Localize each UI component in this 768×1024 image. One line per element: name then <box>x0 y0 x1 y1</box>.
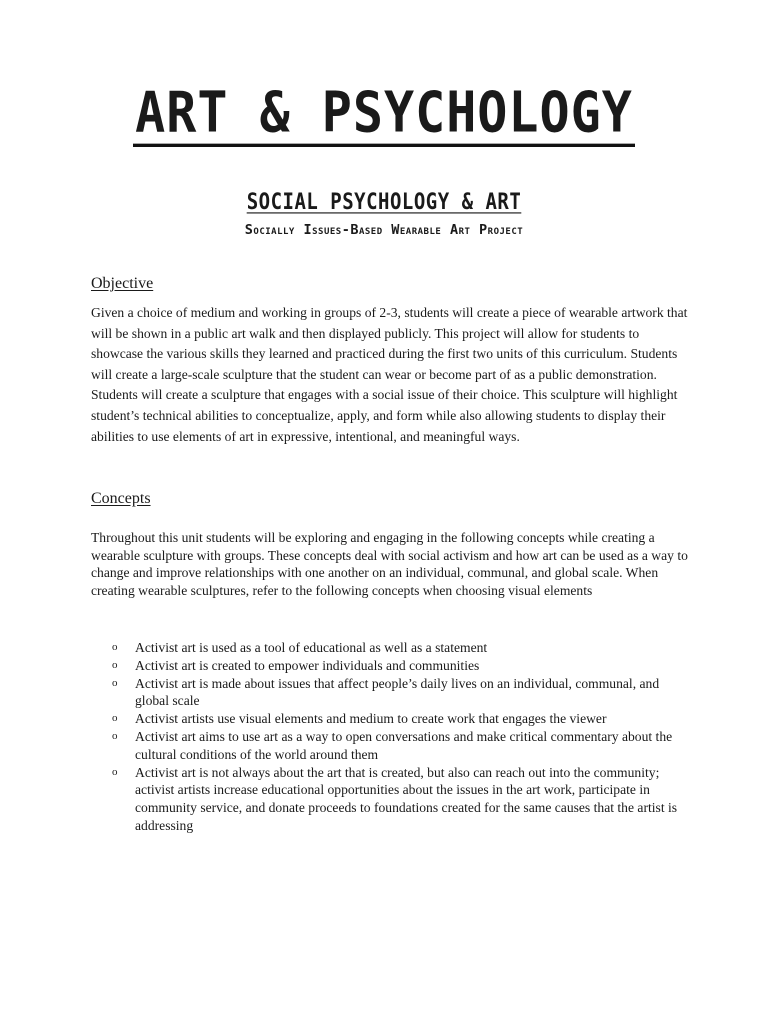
list-item <box>112 639 692 657</box>
document-title <box>0 79 768 147</box>
bullet-marker: o <box>112 641 118 653</box>
list-item-text: Activist artists use visual elements and medium to create work that engages the viewer <box>135 711 607 727</box>
list-item-text: Activist art is made about issues that affect people’s daily lives on an individual, communal, and global scale <box>135 675 660 709</box>
list-item-text: Activist art is created to empower individuals and communities <box>135 657 480 673</box>
bullet-marker: o <box>112 712 118 725</box>
objective-heading: Objective <box>91 275 154 292</box>
list-item-text: Activist art is not always about the art that is created, but also can reach out into the community; activist artists increase educational opportunities about the issues in the art work, participate in community service, and donate proceeds to foundations created for the same causes that the artist is addressing <box>135 764 678 833</box>
list-item-text: Activist art is used as a tool of educational as well as a statement <box>135 640 488 655</box>
document-subtitle-text: SOCIAL PSYCHOLOGY & ART <box>246 189 522 215</box>
document-subtitle <box>0 188 768 215</box>
project-title: Socially Issues-Based Wearable Art Project <box>244 222 524 238</box>
list-item-text: Activist art aims to use art as a way to open conversations and make critical commentary about the cultural conditions of the world around them <box>135 728 673 762</box>
concepts-heading: Concepts <box>91 490 151 507</box>
list-item <box>112 728 692 764</box>
list-item <box>112 675 692 711</box>
document-title-text: ART & PSYCHOLOGY <box>133 81 635 147</box>
concepts-bullet-list <box>112 639 692 835</box>
bullet-marker: o <box>112 676 118 689</box>
concepts-paragraph: Throughout this unit students will be exploring and engaging in the following concepts while creating a wearable sculpture with groups. These concepts deal with social activism and how art can be used as a way to change and improve relationships with one another on an individual, communal, and global scale. When creating wearable sculptures, refer to the following concepts when choosing visual elements <box>91 530 688 598</box>
objective-paragraph: Given a choice of medium and working in groups of 2-3, students will create a piece of wearable artwork that will be shown in a public art walk and then displayed publicly. This project will allow for students to showcase the various skills they learned and practiced during the first two units of this curriculum. Students will create a large-scale sculpture that the student can wear or become part of as a public demonstration. Students will create a sculpture that engages with a social issue of their choice. This sculpture will highlight student’s technical abilities to conceptualize, apply, and form while also allowing students to display their abilities to use elements of art in expressive, intentional, and meaningful ways. <box>91 305 688 444</box>
bullet-marker: o <box>112 729 118 742</box>
list-item <box>112 764 692 835</box>
list-item <box>112 657 692 675</box>
bullet-marker: o <box>112 658 118 671</box>
list-item <box>112 710 692 728</box>
bullet-marker: o <box>112 765 118 778</box>
